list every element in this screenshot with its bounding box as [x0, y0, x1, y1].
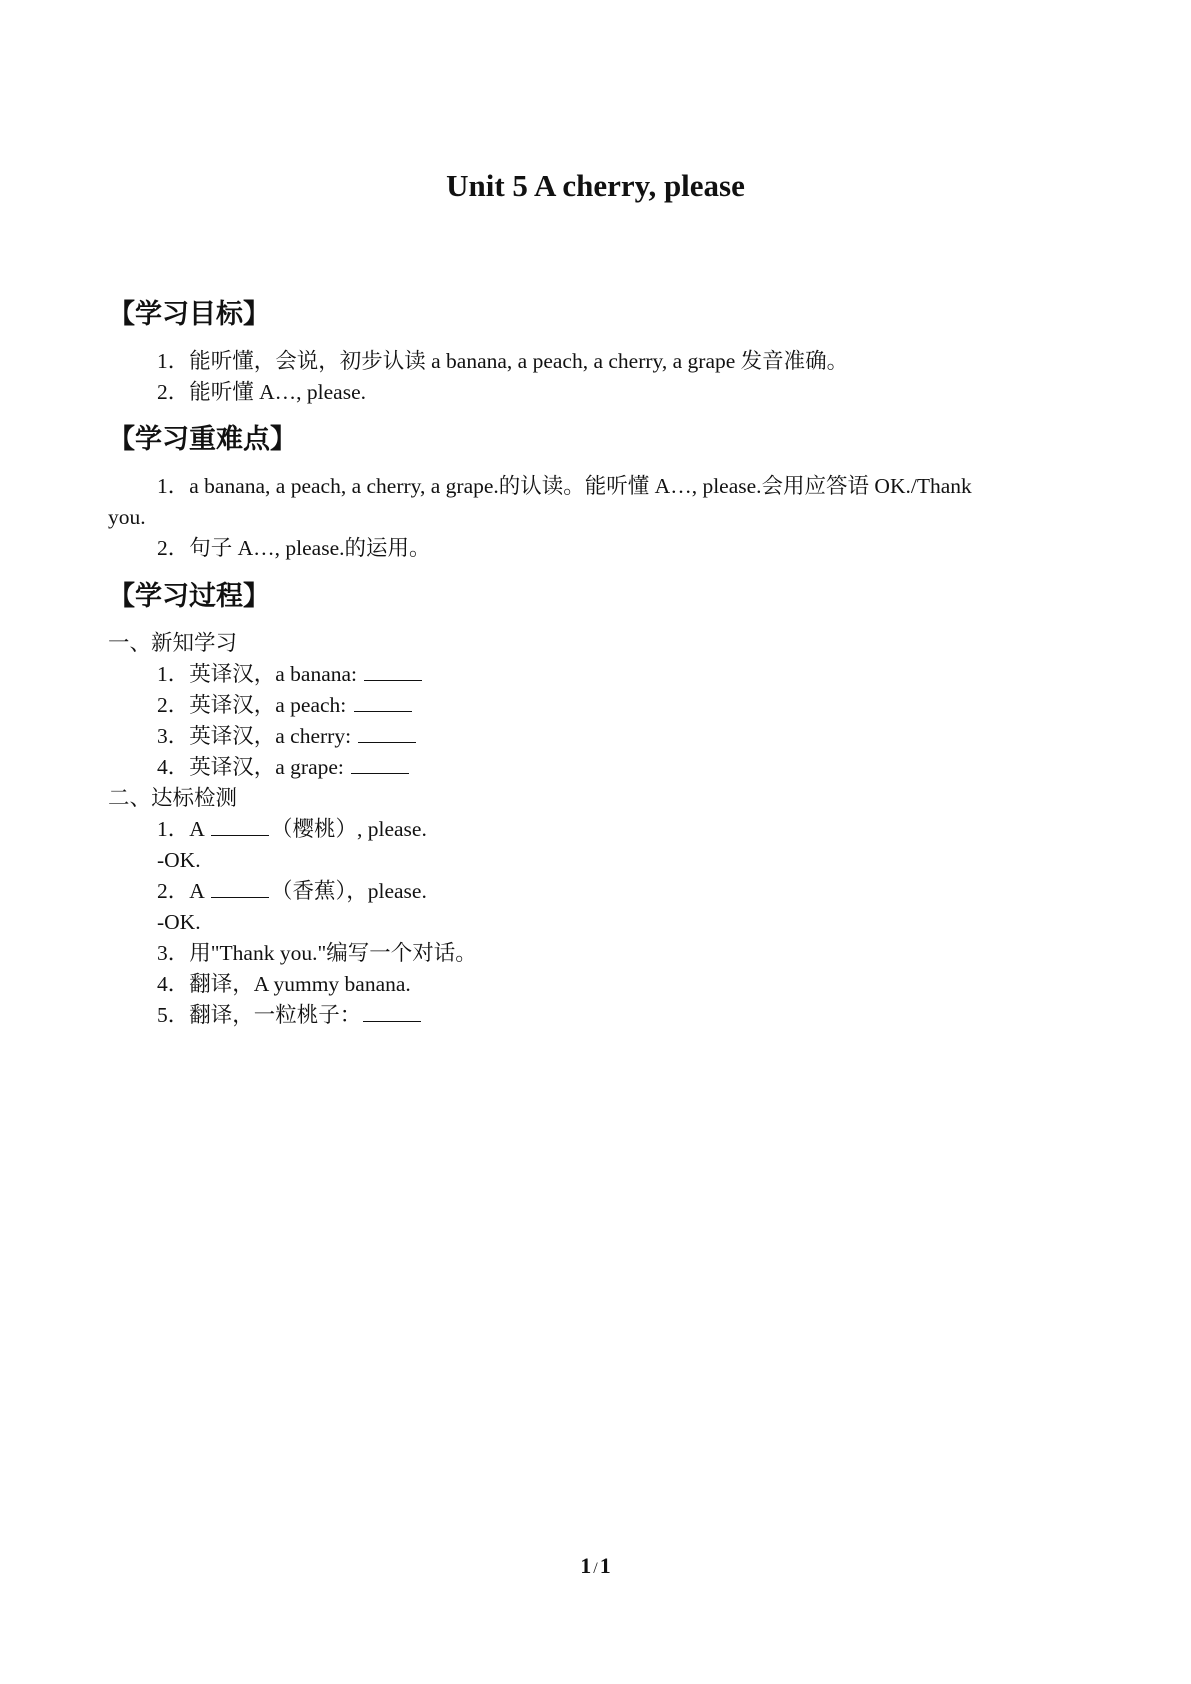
part2-item-2-suffix: （香蕉），please. — [270, 879, 427, 903]
part2-item-5 — [157, 1000, 423, 1031]
part2-item-2-response: -OK. — [157, 910, 201, 934]
goal-item-2: 2．能听懂 A…, please. — [157, 380, 366, 404]
part2-item-1-response: -OK. — [157, 848, 201, 872]
key-point-item-2: 2．句子 A…, please.的运用。 — [157, 536, 431, 560]
answer-blank[interactable] — [364, 662, 422, 681]
answer-blank[interactable] — [211, 817, 269, 836]
part2-item-5-text: 5．翻译，一粒桃子： — [157, 1003, 362, 1027]
part2-item-4: 4．翻译，A yummy banana. — [157, 972, 411, 996]
answer-blank[interactable] — [211, 879, 269, 898]
page-number — [0, 1553, 1191, 1579]
part1-item-4-text: 4．英译汉，a grape: — [157, 755, 350, 779]
total-pages: 1 — [599, 1553, 611, 1578]
answer-blank[interactable] — [354, 693, 412, 712]
key-point-item-1-continued: you. — [108, 505, 146, 529]
heading-learning-process: 【学习过程】 — [108, 581, 270, 612]
current-page: 1 — [580, 1553, 592, 1578]
goal-item-1: 1．能听懂，会说，初步认读 a banana, a peach, a cherry, a grape 发音准确。 — [157, 349, 849, 373]
part2-item-2 — [157, 876, 427, 907]
part1-item-2-text: 2．英译汉，a peach: — [157, 693, 352, 717]
part1-item-3 — [157, 721, 418, 752]
part2-item-1-prefix: 1．A — [157, 817, 209, 841]
part1-label: 一、新知学习 — [108, 631, 238, 655]
answer-blank[interactable] — [358, 724, 416, 743]
part1-item-1-text: 1．英译汉，a banana: — [157, 662, 363, 686]
heading-learning-goals: 【学习目标】 — [108, 299, 270, 330]
part1-item-1 — [157, 659, 424, 690]
part2-item-1 — [157, 814, 427, 845]
answer-blank[interactable] — [351, 755, 409, 774]
part2-item-1-suffix: （樱桃）, please. — [270, 817, 427, 841]
page-separator: / — [593, 1560, 598, 1577]
part1-item-2 — [157, 690, 414, 721]
answer-blank[interactable] — [363, 1003, 421, 1022]
part2-item-2-prefix: 2．A — [157, 879, 209, 903]
part2-label: 二、达标检测 — [108, 786, 238, 810]
heading-key-points: 【学习重难点】 — [108, 424, 297, 455]
part1-item-3-text: 3．英译汉，a cherry: — [157, 724, 357, 748]
document-title: Unit 5 A cherry, please — [446, 168, 745, 203]
part1-item-4 — [157, 752, 411, 783]
key-point-item-1: 1．a banana, a peach, a cherry, a grape.的认读。能听懂 A…, please.会用应答语 OK./Thank — [157, 474, 972, 498]
part2-item-3: 3．用"Thank you."编写一个对话。 — [157, 941, 477, 965]
